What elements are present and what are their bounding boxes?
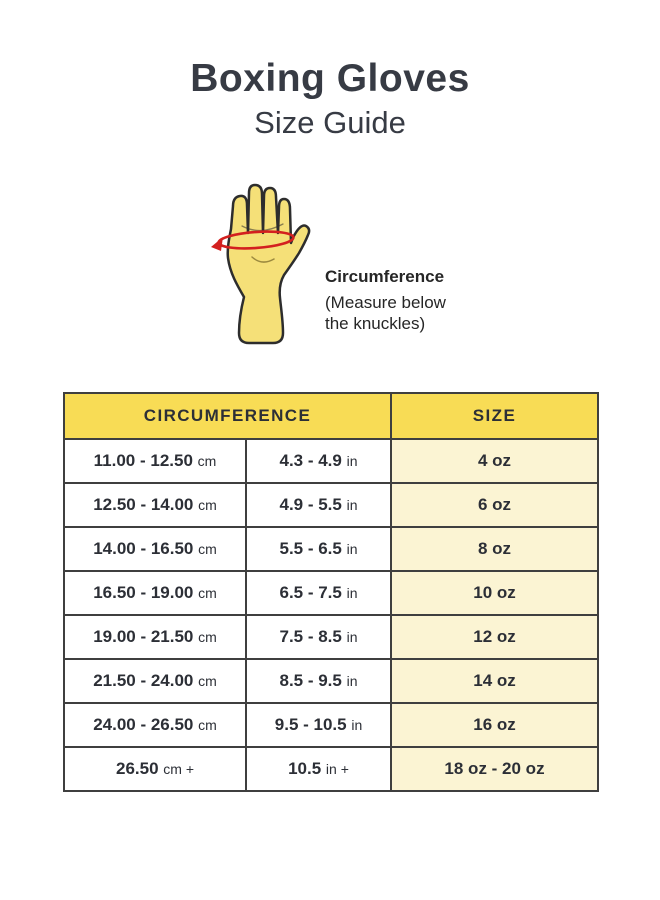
cm-unit: cm [198, 673, 217, 689]
table-row [64, 571, 598, 615]
size-cell: 14 oz [391, 659, 598, 703]
in-range-cell [246, 571, 391, 615]
size-header: SIZE [391, 393, 598, 439]
cm-range: 24.00 - 26.50 [93, 715, 194, 734]
in-range: 8.5 - 9.5 [279, 671, 342, 690]
cm-range-cell [64, 615, 246, 659]
cm-range: 14.00 - 16.50 [93, 539, 194, 558]
in-range-cell [246, 483, 391, 527]
in-range: 4.9 - 5.5 [279, 495, 342, 514]
in-unit: in [346, 541, 358, 557]
page-title: Boxing Gloves [190, 57, 470, 100]
table-header-row [64, 393, 598, 439]
cm-range-cell [64, 703, 246, 747]
size-cell: 10 oz [391, 571, 598, 615]
measure-label-title: Circumference [325, 267, 445, 286]
in-range: 5.5 - 6.5 [279, 539, 342, 558]
in-unit: in [346, 629, 358, 645]
in-unit: in [351, 717, 363, 733]
size-cell: 12 oz [391, 615, 598, 659]
cm-range-cell [64, 483, 246, 527]
size-cell: 4 oz [391, 439, 598, 483]
hand-glove-icon [205, 173, 335, 358]
table-row [64, 615, 598, 659]
cm-range: 11.00 - 12.50 [93, 451, 193, 470]
cm-unit: cm + [163, 761, 194, 777]
size-cell: 6 oz [391, 483, 598, 527]
in-unit: in + [325, 761, 349, 777]
in-range: 6.5 - 7.5 [279, 583, 342, 602]
table-row [64, 659, 598, 703]
in-range-cell [246, 659, 391, 703]
table-row [64, 439, 598, 483]
in-range-cell [246, 703, 391, 747]
table-row [64, 483, 598, 527]
size-cell: 16 oz [391, 703, 598, 747]
in-range-cell [246, 747, 391, 791]
size-cell: 8 oz [391, 527, 598, 571]
cm-unit: cm [198, 541, 217, 557]
table-row [64, 747, 598, 791]
cm-unit: cm [198, 717, 217, 733]
cm-range-cell [64, 571, 246, 615]
tape-arrowhead [211, 237, 223, 251]
cm-unit: cm [197, 453, 217, 469]
cm-range-cell [64, 659, 246, 703]
cm-unit: cm [198, 585, 217, 601]
in-unit: in [346, 585, 358, 601]
in-range: 4.3 - 4.9 [279, 451, 342, 470]
measure-note-line1: (Measure below [325, 293, 446, 312]
in-range: 10.5 [288, 759, 322, 778]
size-cell: 18 oz - 20 oz [391, 747, 598, 791]
cm-range-cell [64, 527, 246, 571]
circumference-header: CIRCUMFERENCE [64, 393, 391, 439]
cm-unit: cm [198, 629, 217, 645]
cm-range-cell [64, 747, 246, 791]
hand-illustration [205, 173, 335, 358]
cm-unit: cm [198, 497, 217, 513]
in-range-cell [246, 439, 391, 483]
table-row [64, 527, 598, 571]
cm-range: 21.50 - 24.00 [93, 671, 194, 690]
cm-range: 19.00 - 21.50 [93, 627, 194, 646]
hand-shape [228, 185, 309, 343]
in-range-cell [246, 615, 391, 659]
measure-label [325, 266, 465, 334]
size-table [63, 392, 599, 792]
cm-range: 16.50 - 19.00 [93, 583, 194, 602]
cm-range: 26.50 [115, 759, 159, 778]
in-range-cell [246, 527, 391, 571]
cm-range: 12.50 - 14.00 [93, 495, 194, 514]
measure-note-line2: the knuckles) [325, 314, 426, 333]
in-unit: in [346, 453, 358, 469]
cm-range-cell [64, 439, 246, 483]
in-unit: in [346, 673, 358, 689]
in-range: 9.5 - 10.5 [274, 715, 347, 734]
in-unit: in [346, 497, 358, 513]
table-row [64, 703, 598, 747]
measure-label-note [325, 292, 465, 334]
page-subtitle: Size Guide [254, 105, 406, 140]
in-range: 7.5 - 8.5 [279, 627, 342, 646]
